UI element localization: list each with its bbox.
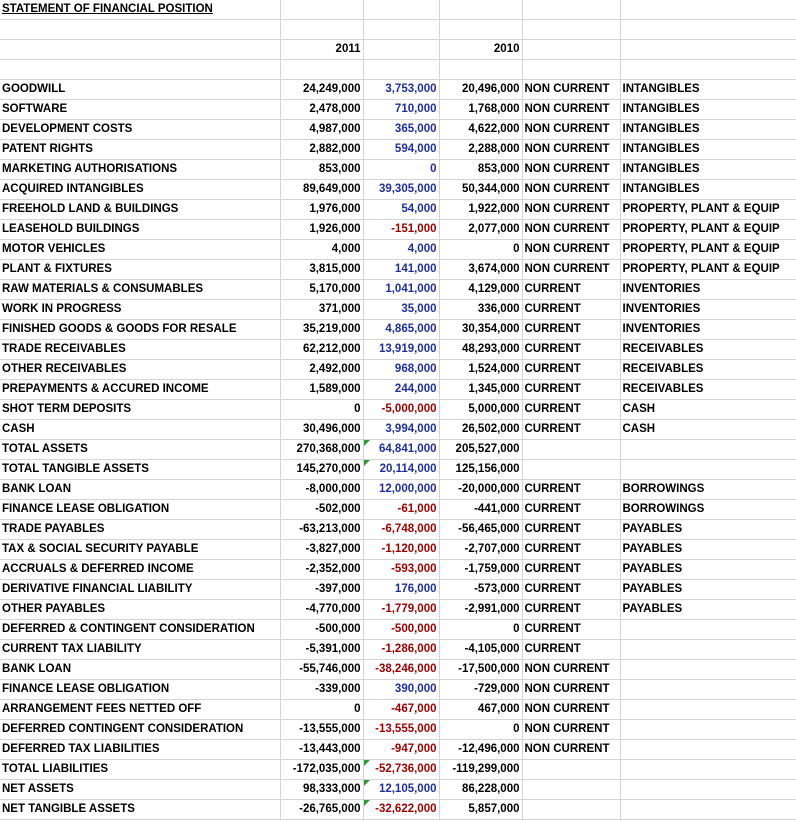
- table-row: [0, 240, 796, 260]
- row-type[interactable]: [522, 780, 620, 800]
- table-row: [0, 340, 796, 360]
- row-category[interactable]: INTANGIBLES: [620, 160, 796, 180]
- row-type[interactable]: CURRENT: [522, 340, 620, 360]
- cell[interactable]: [280, 0, 363, 20]
- value-2011[interactable]: -5,391,000: [280, 640, 363, 660]
- row-category[interactable]: RECEIVABLES: [620, 340, 796, 360]
- value-2011[interactable]: 2,492,000: [280, 360, 363, 380]
- value-change[interactable]: -1,779,000: [363, 600, 439, 620]
- value-change[interactable]: 3,994,000: [363, 420, 439, 440]
- blank-row: [0, 60, 796, 80]
- table-row: [0, 540, 796, 560]
- row-category[interactable]: PROPERTY, PLANT & EQUIP: [620, 200, 796, 220]
- value-2010[interactable]: 2,288,000: [439, 140, 522, 160]
- table-row: [0, 120, 796, 140]
- row-label[interactable]: BANK LOAN: [0, 480, 280, 500]
- table-row: [0, 600, 796, 620]
- value-change[interactable]: -500,000: [363, 620, 439, 640]
- value-change[interactable]: 0: [363, 160, 439, 180]
- row-type[interactable]: NON CURRENT: [522, 680, 620, 700]
- value-2010[interactable]: 4,129,000: [439, 280, 522, 300]
- value-2010[interactable]: -20,000,000: [439, 480, 522, 500]
- value-change[interactable]: 13,919,000: [363, 340, 439, 360]
- table-row: [0, 620, 796, 640]
- value-2011[interactable]: 371,000: [280, 300, 363, 320]
- row-category[interactable]: PAYABLES: [620, 540, 796, 560]
- cell[interactable]: [522, 20, 620, 40]
- value-change[interactable]: 176,000: [363, 580, 439, 600]
- row-category[interactable]: INTANGIBLES: [620, 80, 796, 100]
- value-2010[interactable]: 48,293,000: [439, 340, 522, 360]
- row-label[interactable]: OTHER RECEIVABLES: [0, 360, 280, 380]
- value-change[interactable]: -1,286,000: [363, 640, 439, 660]
- row-label[interactable]: NET ASSETS: [0, 780, 280, 800]
- row-category[interactable]: [620, 780, 796, 800]
- row-category[interactable]: [620, 460, 796, 480]
- value-change[interactable]: 968,000: [363, 360, 439, 380]
- value-2010[interactable]: 20,496,000: [439, 80, 522, 100]
- row-label[interactable]: WORK IN PROGRESS: [0, 300, 280, 320]
- row-type[interactable]: NON CURRENT: [522, 200, 620, 220]
- cell[interactable]: [522, 40, 620, 60]
- value-change[interactable]: 64,841,000: [363, 440, 439, 460]
- value-2011[interactable]: 1,976,000: [280, 200, 363, 220]
- row-label[interactable]: SOFTWARE: [0, 100, 280, 120]
- comment-indicator-icon: [364, 440, 370, 446]
- value-2011[interactable]: 89,649,000: [280, 180, 363, 200]
- row-label[interactable]: FINISHED GOODS & GOODS FOR RESALE: [0, 320, 280, 340]
- value-2010[interactable]: 205,527,000: [439, 440, 522, 460]
- table-row: [0, 500, 796, 520]
- table-row: [0, 80, 796, 100]
- value-change[interactable]: 3,753,000: [363, 80, 439, 100]
- value-change[interactable]: 39,305,000: [363, 180, 439, 200]
- row-type[interactable]: NON CURRENT: [522, 100, 620, 120]
- value-change[interactable]: 1,041,000: [363, 280, 439, 300]
- row-label[interactable]: DERIVATIVE FINANCIAL LIABILITY: [0, 580, 280, 600]
- cell[interactable]: [620, 60, 796, 80]
- row-label[interactable]: ACCRUALS & DEFERRED INCOME: [0, 560, 280, 580]
- table-row: [0, 140, 796, 160]
- value-change[interactable]: 710,000: [363, 100, 439, 120]
- row-label[interactable]: DEFERRED CONTINGENT CONSIDERATION: [0, 720, 280, 740]
- value-change[interactable]: 4,000: [363, 240, 439, 260]
- row-category[interactable]: RECEIVABLES: [620, 380, 796, 400]
- value-2011[interactable]: -13,555,000: [280, 720, 363, 740]
- value-2011[interactable]: -63,213,000: [280, 520, 363, 540]
- row-label[interactable]: FINANCE LEASE OBLIGATION: [0, 500, 280, 520]
- value-change[interactable]: 390,000: [363, 680, 439, 700]
- table-row: [0, 380, 796, 400]
- row-category[interactable]: PAYABLES: [620, 560, 796, 580]
- cell[interactable]: [620, 40, 796, 60]
- value-2010[interactable]: -4,105,000: [439, 640, 522, 660]
- row-type[interactable]: NON CURRENT: [522, 180, 620, 200]
- value-2010[interactable]: 1,922,000: [439, 200, 522, 220]
- row-label[interactable]: OTHER PAYABLES: [0, 600, 280, 620]
- row-type[interactable]: CURRENT: [522, 400, 620, 420]
- value-2010[interactable]: 1,345,000: [439, 380, 522, 400]
- title-row: [0, 0, 796, 20]
- row-label[interactable]: LEASEHOLD BUILDINGS: [0, 220, 280, 240]
- value-2010[interactable]: 4,622,000: [439, 120, 522, 140]
- cell[interactable]: [0, 20, 280, 40]
- value-2010[interactable]: 336,000: [439, 300, 522, 320]
- value-change[interactable]: -32,622,000: [363, 800, 439, 820]
- value-change[interactable]: 20,114,000: [363, 460, 439, 480]
- row-category[interactable]: RECEIVABLES: [620, 360, 796, 380]
- value-2010[interactable]: 853,000: [439, 160, 522, 180]
- table-row: [0, 700, 796, 720]
- table-row: [0, 220, 796, 240]
- row-type[interactable]: [522, 800, 620, 820]
- value-change[interactable]: -151,000: [363, 220, 439, 240]
- row-type[interactable]: CURRENT: [522, 640, 620, 660]
- row-label[interactable]: FINANCE LEASE OBLIGATION: [0, 680, 280, 700]
- value-change[interactable]: 12,105,000: [363, 780, 439, 800]
- row-type[interactable]: CURRENT: [522, 600, 620, 620]
- value-2010[interactable]: 50,344,000: [439, 180, 522, 200]
- cell[interactable]: [439, 0, 522, 20]
- row-type[interactable]: CURRENT: [522, 280, 620, 300]
- cell[interactable]: [620, 0, 796, 20]
- table-row: [0, 560, 796, 580]
- value-2011[interactable]: -339,000: [280, 680, 363, 700]
- cell[interactable]: [0, 40, 280, 60]
- value-2010[interactable]: -729,000: [439, 680, 522, 700]
- row-type[interactable]: [522, 760, 620, 780]
- value-2010[interactable]: -573,000: [439, 580, 522, 600]
- row-type[interactable]: CURRENT: [522, 380, 620, 400]
- value-2011[interactable]: 0: [280, 400, 363, 420]
- table-row: [0, 800, 796, 820]
- row-label[interactable]: TAX & SOCIAL SECURITY PAYABLE: [0, 540, 280, 560]
- row-type[interactable]: CURRENT: [522, 300, 620, 320]
- value-2011[interactable]: 4,000: [280, 240, 363, 260]
- row-label[interactable]: BANK LOAN: [0, 660, 280, 680]
- cell[interactable]: [363, 0, 439, 20]
- row-type[interactable]: CURRENT: [522, 580, 620, 600]
- value-change[interactable]: -947,000: [363, 740, 439, 760]
- row-label[interactable]: TRADE PAYABLES: [0, 520, 280, 540]
- row-category[interactable]: INVENTORIES: [620, 320, 796, 340]
- table-row: [0, 420, 796, 440]
- row-category[interactable]: INTANGIBLES: [620, 120, 796, 140]
- table-row: [0, 740, 796, 760]
- row-type[interactable]: CURRENT: [522, 540, 620, 560]
- value-2010[interactable]: 5,000,000: [439, 400, 522, 420]
- row-label[interactable]: RAW MATERIALS & CONSUMABLES: [0, 280, 280, 300]
- comment-indicator-icon: [364, 460, 370, 466]
- row-label[interactable]: TOTAL TANGIBLE ASSETS: [0, 460, 280, 480]
- row-type[interactable]: CURRENT: [522, 500, 620, 520]
- row-label[interactable]: CURRENT TAX LIABILITY: [0, 640, 280, 660]
- cell[interactable]: [439, 60, 522, 80]
- value-2011[interactable]: -502,000: [280, 500, 363, 520]
- value-change[interactable]: 141,000: [363, 260, 439, 280]
- header-2010[interactable]: 2010: [439, 40, 522, 60]
- row-category[interactable]: PROPERTY, PLANT & EQUIP: [620, 220, 796, 240]
- value-2011[interactable]: 853,000: [280, 160, 363, 180]
- row-category[interactable]: INVENTORIES: [620, 300, 796, 320]
- row-type[interactable]: [522, 440, 620, 460]
- row-type[interactable]: CURRENT: [522, 320, 620, 340]
- row-category[interactable]: INTANGIBLES: [620, 100, 796, 120]
- value-2010[interactable]: -17,500,000: [439, 660, 522, 680]
- row-type[interactable]: CURRENT: [522, 420, 620, 440]
- value-2011[interactable]: 4,987,000: [280, 120, 363, 140]
- row-label[interactable]: MOTOR VEHICLES: [0, 240, 280, 260]
- table-row: [0, 660, 796, 680]
- value-2010[interactable]: 0: [439, 240, 522, 260]
- row-type[interactable]: CURRENT: [522, 560, 620, 580]
- value-change[interactable]: -5,000,000: [363, 400, 439, 420]
- value-2011[interactable]: -26,765,000: [280, 800, 363, 820]
- value-2011[interactable]: -172,035,000: [280, 760, 363, 780]
- header-2011[interactable]: 2011: [280, 40, 363, 60]
- row-category[interactable]: INTANGIBLES: [620, 140, 796, 160]
- value-change[interactable]: -593,000: [363, 560, 439, 580]
- value-2010[interactable]: 1,524,000: [439, 360, 522, 380]
- value-2011[interactable]: 145,270,000: [280, 460, 363, 480]
- sheet-title[interactable]: STATEMENT OF FINANCIAL POSITION: [0, 0, 280, 20]
- cell[interactable]: [439, 20, 522, 40]
- value-change[interactable]: 12,000,000: [363, 480, 439, 500]
- table-row: [0, 260, 796, 280]
- table-row: [0, 160, 796, 180]
- value-2010[interactable]: -2,991,000: [439, 600, 522, 620]
- value-2011[interactable]: -55,746,000: [280, 660, 363, 680]
- table-row: [0, 320, 796, 340]
- cell[interactable]: [363, 60, 439, 80]
- row-category[interactable]: PAYABLES: [620, 580, 796, 600]
- value-2011[interactable]: -3,827,000: [280, 540, 363, 560]
- value-change[interactable]: -13,555,000: [363, 720, 439, 740]
- value-change[interactable]: -467,000: [363, 700, 439, 720]
- row-label[interactable]: DEFERRED TAX LIABILITIES: [0, 740, 280, 760]
- row-category[interactable]: CASH: [620, 400, 796, 420]
- value-2010[interactable]: -56,465,000: [439, 520, 522, 540]
- row-type[interactable]: CURRENT: [522, 480, 620, 500]
- value-2011[interactable]: 5,170,000: [280, 280, 363, 300]
- value-2010[interactable]: 86,228,000: [439, 780, 522, 800]
- value-2010[interactable]: -441,000: [439, 500, 522, 520]
- row-type[interactable]: NON CURRENT: [522, 660, 620, 680]
- value-2010[interactable]: 30,354,000: [439, 320, 522, 340]
- value-2010[interactable]: -1,759,000: [439, 560, 522, 580]
- cell[interactable]: [620, 20, 796, 40]
- comment-indicator-icon: [364, 800, 370, 806]
- header-row: [0, 40, 796, 60]
- row-type[interactable]: CURRENT: [522, 360, 620, 380]
- value-2010[interactable]: 3,674,000: [439, 260, 522, 280]
- table-row: [0, 760, 796, 780]
- table-row: [0, 360, 796, 380]
- row-type[interactable]: CURRENT: [522, 520, 620, 540]
- row-label[interactable]: PATENT RIGHTS: [0, 140, 280, 160]
- row-type[interactable]: CURRENT: [522, 620, 620, 640]
- value-change[interactable]: 35,000: [363, 300, 439, 320]
- table-row: [0, 180, 796, 200]
- value-2011[interactable]: 3,815,000: [280, 260, 363, 280]
- table-row: [0, 680, 796, 700]
- value-2010[interactable]: -12,496,000: [439, 740, 522, 760]
- row-type[interactable]: NON CURRENT: [522, 80, 620, 100]
- row-category[interactable]: [620, 700, 796, 720]
- row-label[interactable]: ACQUIRED INTANGIBLES: [0, 180, 280, 200]
- value-2010[interactable]: 2,077,000: [439, 220, 522, 240]
- table-row: [0, 300, 796, 320]
- row-category[interactable]: PAYABLES: [620, 600, 796, 620]
- row-type[interactable]: NON CURRENT: [522, 700, 620, 720]
- table-row: [0, 780, 796, 800]
- table-row: [0, 640, 796, 660]
- comment-indicator-icon: [364, 760, 370, 766]
- row-label[interactable]: PLANT & FIXTURES: [0, 260, 280, 280]
- row-category[interactable]: INTANGIBLES: [620, 180, 796, 200]
- row-label[interactable]: FREEHOLD LAND & BUILDINGS: [0, 200, 280, 220]
- row-category[interactable]: [620, 440, 796, 460]
- value-2010[interactable]: 0: [439, 720, 522, 740]
- table-row: [0, 280, 796, 300]
- value-2011[interactable]: 35,219,000: [280, 320, 363, 340]
- table-row: [0, 520, 796, 540]
- value-2010[interactable]: 125,156,000: [439, 460, 522, 480]
- row-label[interactable]: DEVELOPMENT COSTS: [0, 120, 280, 140]
- row-label[interactable]: TRADE RECEIVABLES: [0, 340, 280, 360]
- row-category[interactable]: PROPERTY, PLANT & EQUIP: [620, 240, 796, 260]
- cell[interactable]: [0, 60, 280, 80]
- row-category[interactable]: [620, 800, 796, 820]
- row-label[interactable]: CASH: [0, 420, 280, 440]
- value-2011[interactable]: -500,000: [280, 620, 363, 640]
- value-2011[interactable]: 2,478,000: [280, 100, 363, 120]
- value-change[interactable]: -61,000: [363, 500, 439, 520]
- value-2010[interactable]: 0: [439, 620, 522, 640]
- row-label[interactable]: DEFERRED & CONTINGENT CONSIDERATION: [0, 620, 280, 640]
- table-row: [0, 200, 796, 220]
- row-type[interactable]: NON CURRENT: [522, 160, 620, 180]
- row-label[interactable]: TOTAL LIABILITIES: [0, 760, 280, 780]
- row-label[interactable]: PREPAYMENTS & ACCURED INCOME: [0, 380, 280, 400]
- value-change[interactable]: -6,748,000: [363, 520, 439, 540]
- value-2011[interactable]: -8,000,000: [280, 480, 363, 500]
- row-label[interactable]: MARKETING AUTHORISATIONS: [0, 160, 280, 180]
- value-2011[interactable]: 24,249,000: [280, 80, 363, 100]
- value-2010[interactable]: 467,000: [439, 700, 522, 720]
- value-2010[interactable]: 1,768,000: [439, 100, 522, 120]
- cell[interactable]: [522, 60, 620, 80]
- comment-indicator-icon: [364, 780, 370, 786]
- value-2010[interactable]: -2,707,000: [439, 540, 522, 560]
- value-2011[interactable]: 1,589,000: [280, 380, 363, 400]
- row-type[interactable]: NON CURRENT: [522, 140, 620, 160]
- row-category[interactable]: BORROWINGS: [620, 500, 796, 520]
- row-category[interactable]: [620, 680, 796, 700]
- value-2010[interactable]: 26,502,000: [439, 420, 522, 440]
- row-category[interactable]: [620, 640, 796, 660]
- value-2011[interactable]: -397,000: [280, 580, 363, 600]
- value-2011[interactable]: 0: [280, 700, 363, 720]
- value-2011[interactable]: 62,212,000: [280, 340, 363, 360]
- table-row: [0, 460, 796, 480]
- value-change[interactable]: -1,120,000: [363, 540, 439, 560]
- row-category[interactable]: INVENTORIES: [620, 280, 796, 300]
- cell[interactable]: [522, 0, 620, 20]
- table-row: [0, 400, 796, 420]
- row-type[interactable]: NON CURRENT: [522, 720, 620, 740]
- row-type[interactable]: NON CURRENT: [522, 740, 620, 760]
- cell[interactable]: [280, 60, 363, 80]
- cell[interactable]: [280, 20, 363, 40]
- row-category[interactable]: PROPERTY, PLANT & EQUIP: [620, 260, 796, 280]
- value-change[interactable]: -38,246,000: [363, 660, 439, 680]
- row-category[interactable]: [620, 740, 796, 760]
- table-row: [0, 480, 796, 500]
- row-label[interactable]: TOTAL ASSETS: [0, 440, 280, 460]
- row-type[interactable]: NON CURRENT: [522, 260, 620, 280]
- row-category[interactable]: [620, 720, 796, 740]
- table-row: [0, 720, 796, 740]
- value-change[interactable]: 244,000: [363, 380, 439, 400]
- row-type[interactable]: NON CURRENT: [522, 220, 620, 240]
- value-change[interactable]: 54,000: [363, 200, 439, 220]
- cell[interactable]: [363, 20, 439, 40]
- value-change[interactable]: 365,000: [363, 120, 439, 140]
- value-2011[interactable]: -13,443,000: [280, 740, 363, 760]
- blank-row: [0, 20, 796, 40]
- value-2011[interactable]: -4,770,000: [280, 600, 363, 620]
- value-2011[interactable]: 30,496,000: [280, 420, 363, 440]
- row-category[interactable]: PAYABLES: [620, 520, 796, 540]
- row-type[interactable]: NON CURRENT: [522, 120, 620, 140]
- row-category[interactable]: [620, 620, 796, 640]
- row-category[interactable]: CASH: [620, 420, 796, 440]
- cell[interactable]: [363, 40, 439, 60]
- row-label[interactable]: GOODWILL: [0, 80, 280, 100]
- value-2011[interactable]: -2,352,000: [280, 560, 363, 580]
- value-2011[interactable]: 1,926,000: [280, 220, 363, 240]
- table-row: [0, 580, 796, 600]
- value-2011[interactable]: 270,368,000: [280, 440, 363, 460]
- table-row: [0, 440, 796, 460]
- table-row: [0, 100, 796, 120]
- value-change[interactable]: 594,000: [363, 140, 439, 160]
- row-type[interactable]: NON CURRENT: [522, 240, 620, 260]
- row-category[interactable]: [620, 660, 796, 680]
- row-category[interactable]: [620, 760, 796, 780]
- value-2011[interactable]: 2,882,000: [280, 140, 363, 160]
- row-label[interactable]: SHOT TERM DEPOSITS: [0, 400, 280, 420]
- value-2010[interactable]: -119,299,000: [439, 760, 522, 780]
- row-type[interactable]: [522, 460, 620, 480]
- value-2010[interactable]: 5,857,000: [439, 800, 522, 820]
- value-change[interactable]: -52,736,000: [363, 760, 439, 780]
- value-2011[interactable]: 98,333,000: [280, 780, 363, 800]
- row-label[interactable]: NET TANGIBLE ASSETS: [0, 800, 280, 820]
- row-label[interactable]: ARRANGEMENT FEES NETTED OFF: [0, 700, 280, 720]
- value-change[interactable]: 4,865,000: [363, 320, 439, 340]
- row-category[interactable]: BORROWINGS: [620, 480, 796, 500]
